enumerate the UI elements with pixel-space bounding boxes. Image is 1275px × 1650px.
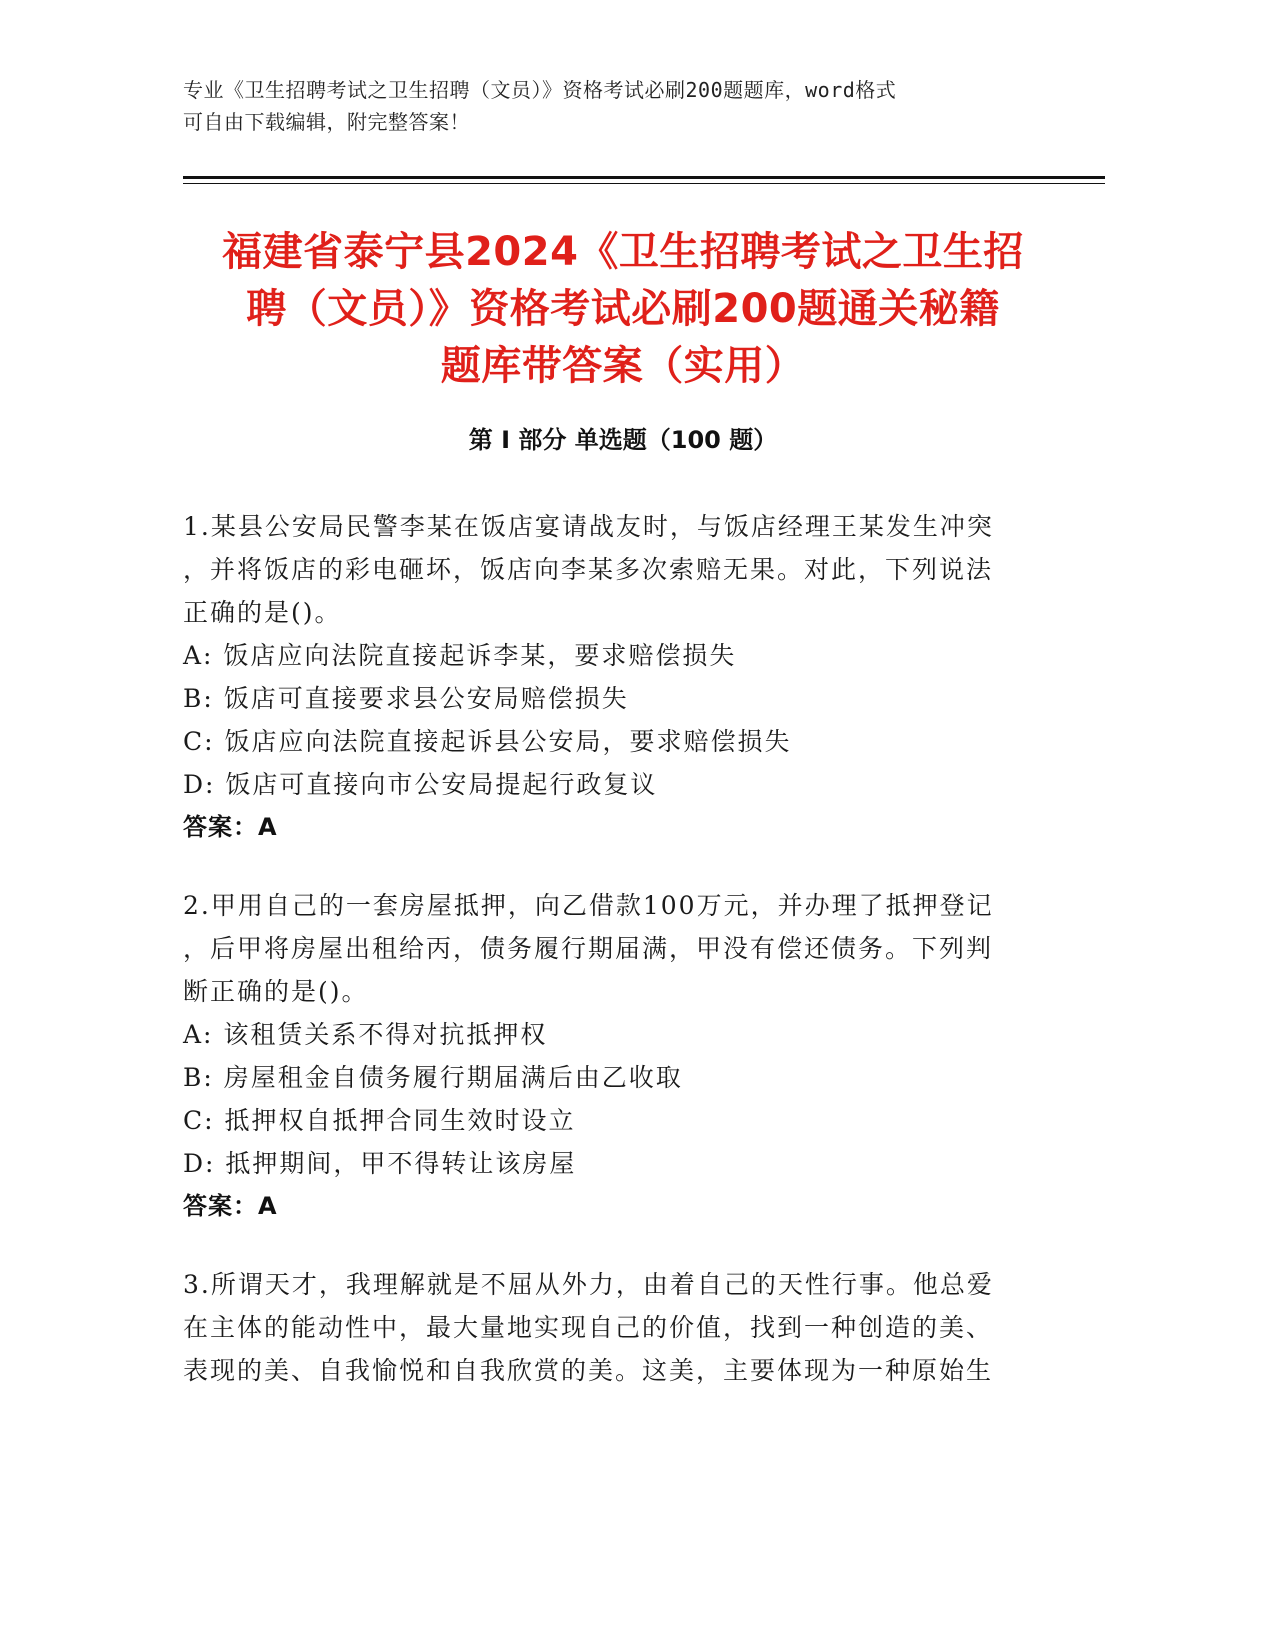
question-stem-line: 断正确的是()。 xyxy=(183,977,369,1006)
option-b: B: 房屋租金自债务履行期届满后由乙收取 xyxy=(183,1063,683,1092)
header-rule-thin xyxy=(183,183,1105,184)
option-d: D: 饭店可直接向市公安局提起行政复议 xyxy=(183,770,658,799)
document-title xyxy=(183,224,1063,395)
header-line-1: 专业《卫生招聘考试之卫生招聘（文员）》资格考试必刷200题题库，word格式 xyxy=(183,78,897,102)
answer: 答案：A xyxy=(183,813,278,841)
title-line-1: 福建省泰宁县2024《卫生招聘考试之卫生招 xyxy=(222,229,1024,275)
question-1 xyxy=(183,505,1023,849)
title-line-2: 聘（文员）》资格考试必刷200题通关秘籍 xyxy=(246,286,1000,332)
question-stem-line: 1.某县公安局民警李某在饭店宴请战友时，与饭店经理王某发生冲突 xyxy=(183,512,994,541)
question-stem-line: ，后甲将房屋出租给丙，债务履行期届满，甲没有偿还债务。下列判 xyxy=(183,934,994,963)
question-stem-line: 3.所谓天才，我理解就是不屈从外力，由着自己的天性行事。他总爱 xyxy=(183,1270,994,1299)
option-c: C: 抵押权自抵押合同生效时设立 xyxy=(183,1106,576,1135)
option-b: B: 饭店可直接要求县公安局赔偿损失 xyxy=(183,684,629,713)
document-header xyxy=(183,74,1063,138)
question-3 xyxy=(183,1263,1023,1392)
option-d: D: 抵押期间，甲不得转让该房屋 xyxy=(183,1149,577,1178)
question-list xyxy=(183,505,1023,1427)
title-line-3: 题库带答案（实用） xyxy=(440,343,806,389)
question-stem-line: 在主体的能动性中，最大量地实现自己的价值，找到一种创造的美、 xyxy=(183,1313,994,1342)
question-stem-line: 正确的是()。 xyxy=(183,598,342,627)
option-a: A: 饭店应向法院直接起诉李某，要求赔偿损失 xyxy=(183,641,737,670)
question-2 xyxy=(183,884,1023,1228)
option-a: A: 该租赁关系不得对抗抵押权 xyxy=(183,1020,548,1049)
header-line-2: 可自由下载编辑，附完整答案！ xyxy=(183,110,470,134)
option-c: C: 饭店应向法院直接起诉县公安局，要求赔偿损失 xyxy=(183,727,792,756)
question-stem-line: ，并将饭店的彩电砸坏，饭店向李某多次索赔无果。对此，下列说法 xyxy=(183,555,994,584)
question-stem-line: 2.甲用自己的一套房屋抵押，向乙借款100万元，并办理了抵押登记 xyxy=(183,891,994,920)
answer: 答案：A xyxy=(183,1192,278,1220)
question-stem-line: 表现的美、自我愉悦和自我欣赏的美。这美，主要体现为一种原始生 xyxy=(183,1356,994,1385)
section-title: 第 I 部分 单选题（100 题） xyxy=(468,426,778,454)
header-rule-thick xyxy=(183,176,1105,179)
